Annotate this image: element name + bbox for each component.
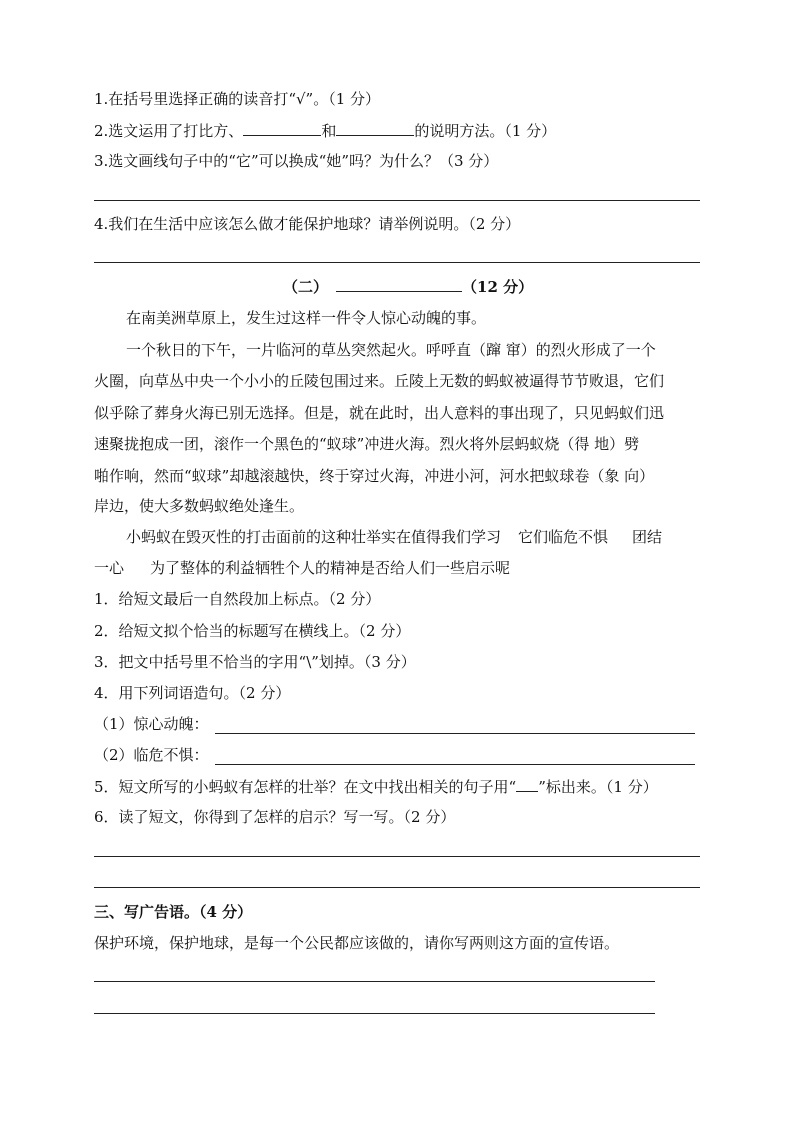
question-5-text-b: ”标出来。（1 分） bbox=[538, 778, 658, 796]
passage-line-6: 啪作响，然而“蚁球”却越滚越快，终于穿过火海，冲进小河，河水把蚁球卷（象 向） bbox=[94, 467, 655, 485]
last-paragraph-line-1 bbox=[126, 527, 662, 547]
answer-line-q3[interactable] bbox=[94, 200, 700, 201]
passage-line-7: 岸边，使大多数蚂蚁绝处逢生。 bbox=[94, 497, 305, 515]
section-3-title: 三、写广告语。（4 分） bbox=[94, 903, 253, 921]
section-3-prompt: 保护环境，保护地球，是每一个公民都应该做的，请你写两则这方面的宣传语。 bbox=[94, 934, 620, 952]
passage-line-1: 在南美洲草原上，发生过这样一件令人惊心动魄的事。 bbox=[126, 309, 487, 327]
section-2-heading bbox=[283, 276, 533, 297]
answer-line-q4[interactable] bbox=[94, 262, 700, 263]
slogan-answer-line-2[interactable] bbox=[94, 1013, 655, 1014]
sentence-2-answer-line[interactable] bbox=[215, 764, 695, 765]
question-2 bbox=[94, 120, 556, 141]
slogan-answer-line-1[interactable] bbox=[94, 981, 655, 982]
question-1: 1.在括号里选择正确的读音打“√”。（1 分） bbox=[94, 90, 381, 108]
underline-mark-sample bbox=[516, 776, 538, 792]
section-2-score: （12 分） bbox=[462, 278, 534, 296]
sentence-1-answer-line[interactable] bbox=[215, 733, 695, 734]
question-4: 4.我们在生活中应该怎么做才能保护地球？请举例说明。（2 分） bbox=[94, 215, 521, 233]
passage-question-2: 2．给短文拟个恰当的标题写在横线上。（2 分） bbox=[94, 622, 411, 640]
last-paragraph-text-a: 小蚂蚁在毁灭性的打击面前的这种壮举实在值得我们学习 bbox=[126, 528, 502, 546]
passage-line-5: 速聚拢抱成一团，滚作一个黑色的“蚁球”冲进火海。烈火将外层蚂蚁烧（得 地）劈 bbox=[94, 435, 640, 453]
passage-question-6: 6．读了短文，你得到了怎样的启示？写一写。（2 分） bbox=[94, 808, 456, 826]
passage-line-3: 火圈，向草丛中央一个小小的丘陵包围过来。丘陵上无数的蚂蚁被逼得节节败退，它们 bbox=[94, 372, 665, 390]
passage-question-5 bbox=[94, 776, 658, 797]
question-3: 3.选文画线句子中的“它”可以换成“她”吗？为什么？（3 分） bbox=[94, 152, 499, 170]
title-answer-blank[interactable] bbox=[336, 276, 462, 292]
last-paragraph-text-e: 为了整体的利益牺牲个人的精神是否给人们一些启示呢 bbox=[150, 559, 511, 577]
last-paragraph-text-d: 一心 bbox=[94, 559, 125, 577]
passage-question-3: 3．把文中括号里不恰当的字用“\”划掉。（3 分） bbox=[94, 653, 416, 671]
last-paragraph-text-c: 团结 bbox=[632, 528, 663, 546]
passage-line-4: 似乎除了葬身火海已别无选择。但是，就在此时，出人意料的事出现了，只见蚂蚁们迅 bbox=[94, 404, 665, 422]
passage-line-2: 一个秋日的下午，一片临河的草丛突然起火。呼呼直（蹿 窜）的烈火形成了一个 bbox=[126, 341, 656, 359]
question-2-text-a: 2.选文运用了打比方、 bbox=[94, 122, 244, 140]
last-paragraph-line-2 bbox=[94, 558, 510, 578]
last-paragraph-text-b: 它们临危不惧 bbox=[518, 528, 609, 546]
passage-question-1: 1．给短文最后一自然段加上标点。（2 分） bbox=[94, 590, 381, 608]
answer-line-q6-2[interactable] bbox=[94, 887, 700, 888]
question-2-text-c: 的说明方法。（1 分） bbox=[414, 122, 557, 140]
answer-blank-method-2[interactable] bbox=[336, 120, 414, 136]
answer-line-q6-1[interactable] bbox=[94, 856, 700, 857]
sentence-1-label: （1）惊心动魄： bbox=[94, 715, 209, 733]
passage-question-4: 4．用下列词语造句。（2 分） bbox=[94, 684, 291, 702]
question-5-text-a: 5．短文所写的小蚂蚁有怎样的壮举？在文中找出相关的句子用“ bbox=[94, 778, 517, 796]
section-2-number: （二） bbox=[283, 278, 329, 296]
sentence-2-label: （2）临危不惧： bbox=[94, 746, 209, 764]
question-2-text-b: 和 bbox=[321, 122, 337, 140]
answer-blank-method-1[interactable] bbox=[243, 120, 321, 136]
